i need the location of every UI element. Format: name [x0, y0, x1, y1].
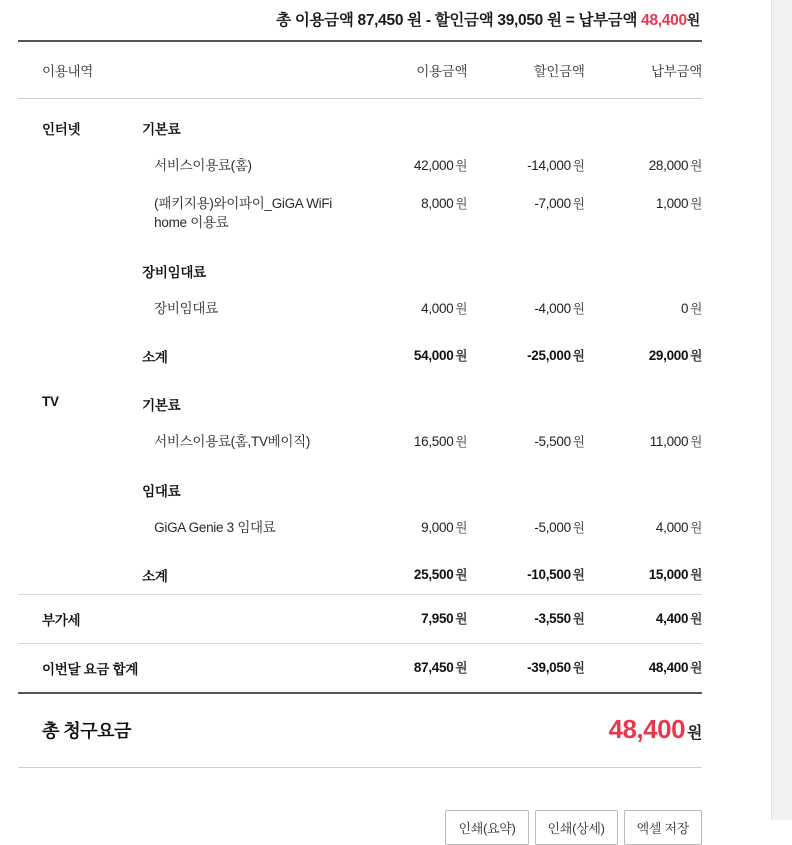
row-discount: -14,000 원	[527, 158, 585, 173]
month-total-row	[18, 644, 702, 694]
row-category: 인터넷	[42, 122, 81, 137]
row-payment: 15,000 원	[585, 556, 702, 595]
row-category	[18, 471, 124, 509]
row-discount: -7,000 원	[534, 195, 585, 211]
row-discount: -10,500 원	[467, 556, 584, 595]
row-desc: 임대료	[142, 483, 181, 499]
table-row	[18, 147, 702, 185]
grand-total-amount	[609, 714, 703, 745]
row-usage	[355, 109, 467, 147]
tax-usage: 7,950 원	[355, 595, 467, 644]
grand-total-won: 원	[687, 725, 702, 743]
row-usage: 4,000 원	[421, 300, 468, 316]
summary-won: 원	[686, 12, 700, 28]
tax-discount: -3,550 원	[467, 595, 584, 644]
grand-total-value: 48,400	[608, 714, 686, 745]
spacer-row	[18, 242, 702, 252]
grand-total-label: 총 청구요금	[42, 720, 131, 741]
row-category: TV	[42, 394, 59, 410]
row-discount	[467, 385, 584, 423]
row-payment: 11,000 원	[649, 434, 702, 450]
header-usage: 이용금액	[355, 41, 467, 99]
row-discount	[467, 252, 584, 290]
row-discount	[467, 109, 584, 147]
row-category	[18, 509, 124, 547]
spacer-row	[18, 327, 702, 337]
row-category	[18, 185, 124, 242]
row-discount: -5,500 원	[534, 434, 585, 450]
row-usage: 16,500 원	[413, 434, 468, 450]
row-usage: 42,000 원	[413, 158, 468, 173]
row-usage: 9,000 원	[421, 519, 468, 535]
row-payment: 4,000 원	[655, 519, 702, 535]
subtotal-row	[18, 556, 702, 595]
bill-table	[18, 40, 702, 694]
row-payment: 29,000 원	[648, 348, 702, 364]
row-category	[18, 252, 124, 290]
row-usage: 8,000 원	[421, 195, 468, 211]
row-payment: 0 원	[681, 300, 702, 316]
row-discount: -4,000 원	[534, 300, 585, 316]
table-row	[18, 290, 702, 328]
row-desc: 서비스이용료(홈,TV베이직)	[154, 434, 311, 450]
row-usage	[355, 252, 467, 290]
table-row	[18, 471, 702, 509]
table-row	[18, 252, 702, 290]
row-payment: 28,000 원	[648, 158, 702, 173]
print-summary-button[interactable]: 인쇄(요약)	[445, 810, 528, 845]
row-usage	[355, 385, 467, 423]
row-category	[18, 337, 124, 375]
tax-payment: 4,400 원	[585, 595, 702, 644]
row-usage: 54,000 원	[413, 348, 468, 364]
row-discount: -5,000 원	[534, 519, 585, 535]
row-payment: 1,000 원	[655, 195, 702, 211]
print-detail-button[interactable]: 인쇄(상세)	[535, 810, 618, 845]
summary-prefix: 총 이용금액 87,450 원 - 할인금액 39,050 원 = 납부금액	[276, 12, 642, 29]
row-desc: 기본료	[142, 398, 181, 414]
row-desc: (패키지용)와이파이_GiGA WiFi home 이용료	[154, 195, 332, 231]
row-usage: 25,500 원	[355, 556, 467, 595]
spacer-row	[18, 546, 702, 556]
grand-total-row	[18, 694, 702, 768]
row-category	[18, 290, 124, 328]
row-usage	[355, 471, 467, 509]
month-total-payment: 48,400 원	[585, 644, 702, 694]
month-total-label: 이번달 요금 합계	[18, 644, 355, 694]
table-row	[18, 423, 702, 461]
row-discount	[467, 471, 584, 509]
excel-save-button[interactable]: 엑셀 저장	[624, 810, 702, 845]
spacer-row	[18, 99, 702, 110]
tax-label: 부가세	[18, 595, 355, 644]
spacer-row	[18, 375, 702, 385]
row-desc: 기본료	[142, 122, 181, 137]
row-category	[18, 147, 124, 185]
row-desc: GiGA Genie 3 임대료	[154, 519, 276, 535]
table-row	[18, 185, 702, 242]
month-total-usage: 87,450 원	[355, 644, 467, 694]
row-desc: 소계	[142, 350, 168, 366]
row-category	[18, 556, 124, 595]
row-payment	[585, 109, 702, 147]
row-desc: 서비스이용료(홈)	[154, 158, 252, 173]
row-desc: 소계	[124, 556, 355, 595]
tax-row	[18, 595, 702, 644]
row-payment	[585, 252, 702, 290]
action-button-row	[18, 768, 702, 845]
summary-amount: 48,400	[641, 12, 687, 29]
header-payment: 납부금액	[585, 41, 702, 99]
header-label: 이용내역	[18, 41, 355, 99]
table-row	[18, 509, 702, 547]
spacer-row	[18, 461, 702, 471]
table-body	[18, 99, 702, 694]
row-desc: 장비임대료	[142, 264, 206, 280]
row-discount: -25,000 원	[527, 348, 585, 364]
header-discount: 할인금액	[467, 41, 584, 99]
month-total-discount: -39,050 원	[467, 644, 584, 694]
page-scrollbar[interactable]	[771, 0, 792, 820]
row-category	[18, 423, 124, 461]
table-header	[18, 41, 702, 99]
table-row	[18, 109, 702, 147]
summary-line	[0, 0, 772, 40]
subtotal-row	[18, 337, 702, 375]
row-payment	[585, 385, 702, 423]
row-desc: 장비임대료	[154, 300, 218, 316]
row-payment	[585, 471, 702, 509]
table-row	[18, 385, 702, 423]
